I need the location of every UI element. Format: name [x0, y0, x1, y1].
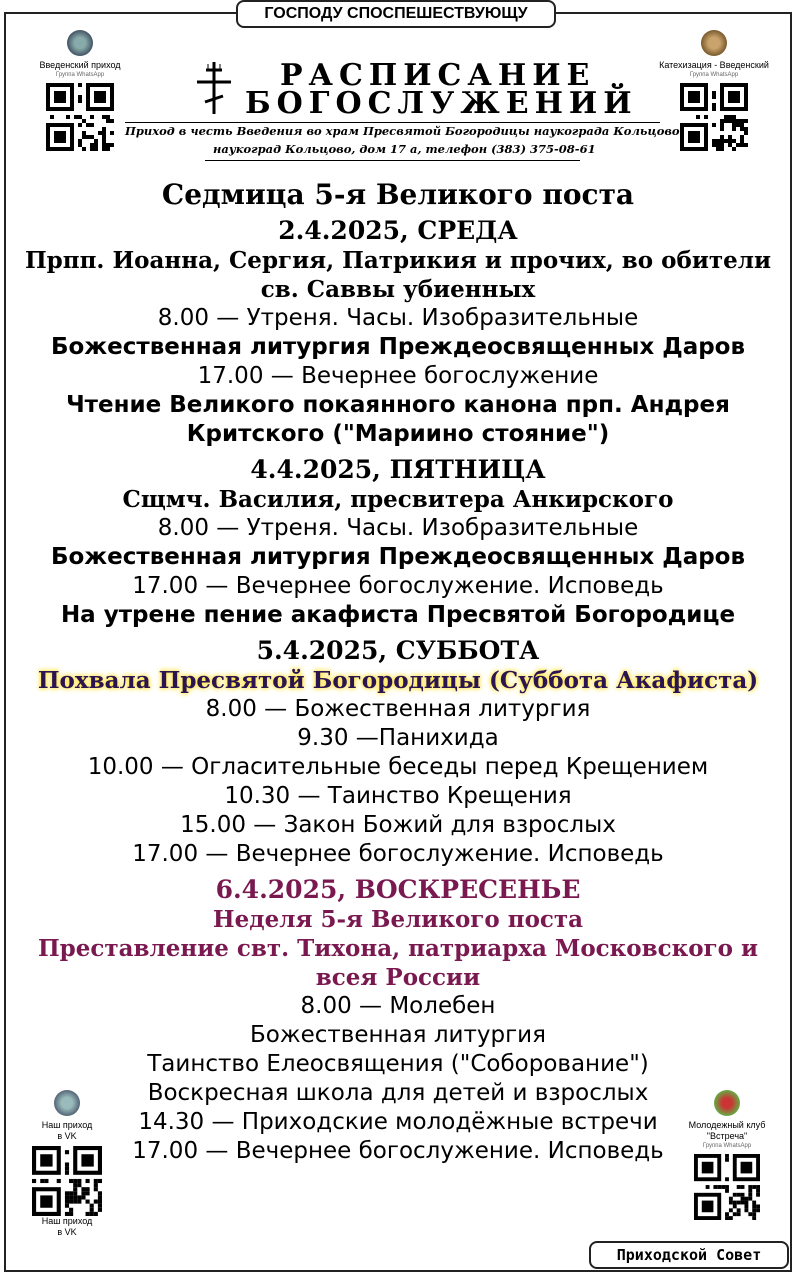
divider — [205, 160, 580, 161]
service-line: Критского ("Мариино стояние") — [186, 421, 610, 447]
qr-subtitle: Группа WhatsApp — [689, 72, 739, 78]
day-date: 5.4.2025, СУББОТА — [256, 636, 540, 665]
saint-line: Сщмч. Василия, пресвитера Анкирского — [122, 486, 674, 513]
day-date: 4.4.2025, ПЯТНИЦА — [250, 455, 546, 484]
qr-title: Катехизация - Введенский — [659, 60, 769, 70]
divider — [125, 122, 660, 123]
saint-line: Неделя 5-я Великого поста — [212, 906, 584, 933]
top-motto: ГОСПОДУ СПОСПЕШЕСТВУЮЩУ — [236, 0, 556, 28]
service-line: 9.30 —Панихида — [297, 725, 499, 751]
service-line: 17.00 — Вечернее богослужение. Исповедь — [132, 573, 664, 599]
qr-title-bottom: Наш приход — [41, 1216, 93, 1226]
saint-line: Преставление свт. Тихона, патриарха Московского и — [37, 935, 759, 962]
saint-avatar-icon — [701, 30, 727, 56]
qr-title-bottom2: в VK — [57, 1227, 77, 1237]
day-date: 2.4.2025, СРЕДА — [278, 216, 518, 245]
service-line: Божественная литургия — [250, 1022, 546, 1048]
saint-line: Прпп. Иоанна, Сергия, Патрикия и прочих, во обители — [24, 247, 772, 274]
day-friday — [20, 455, 776, 630]
schedule — [20, 174, 776, 1166]
service-line: Божественная литургия Преждеосвященных Даров — [50, 544, 746, 570]
service-line: 8.00 — Божественная литургия — [205, 696, 591, 722]
day-date: 6.4.2025, ВОСКРЕСЕНЬЕ — [215, 875, 581, 904]
header — [125, 56, 680, 164]
saint-line: Похвала Пресвятой Богородицы (Суббота Акафиста) — [37, 667, 759, 694]
service-line: 8.00 — Молебен — [300, 993, 496, 1019]
service-line: На утрене пение акафиста Пресвятой Богородице — [60, 602, 736, 628]
service-line: 17.00 — Вечернее богослужение. Исповедь — [132, 841, 664, 867]
qr-title-top: Наш приход — [41, 1120, 93, 1130]
qr-subtitle: Группа WhatsApp — [55, 72, 105, 78]
service-line: 8.00 — Утреня. Часы. Изобразительные — [157, 515, 639, 541]
qr-subtitle: Группа WhatsApp — [702, 1143, 752, 1149]
service-line: Воскресная школа для детей и взрослых — [147, 1080, 649, 1106]
service-line: Божественная литургия Преждеосвященных Даров — [50, 334, 746, 360]
parish-council-label: Приходской Совет — [589, 1241, 789, 1269]
service-line: 10.30 — Таинство Крещения — [224, 783, 572, 809]
qr-code-icon — [680, 83, 748, 151]
service-line: Чтение Великого покаянного канона прп. Андрея — [66, 392, 730, 418]
week-title: Седмица 5-я Великого поста — [161, 178, 635, 211]
orthodox-cross-icon — [193, 60, 235, 116]
qr-code-icon — [46, 83, 114, 151]
address-line-2: наукоград Кольцово, дом 17 а, телефон (383) 375-08-61 — [213, 142, 596, 156]
qr-title-top2: в VK — [57, 1131, 77, 1141]
qr-title: Введенский приход — [39, 60, 121, 70]
service-line: 17.00 — Вечернее богослужение — [197, 363, 599, 389]
saint-line: всея России — [315, 964, 481, 991]
service-line: Таинство Елеосвящения ("Соборование") — [147, 1051, 649, 1077]
day-sunday — [20, 875, 776, 1166]
qr-title: Молодежный клуб "Встреча" — [688, 1120, 766, 1141]
service-line: 10.00 — Огласительные беседы перед Крещением — [87, 754, 709, 780]
title-line-1: РАСПИСАНИЕ — [280, 58, 596, 93]
qr-top-left[interactable] — [30, 30, 130, 151]
service-line: 15.00 — Закон Божий для взрослых — [180, 812, 616, 838]
church-avatar-icon — [67, 30, 93, 56]
service-line: 17.00 — Вечернее богослужение. Исповедь — [132, 1138, 664, 1164]
service-line: 14.30 — Приходские молодёжные встречи — [138, 1109, 658, 1135]
address-line-1: Приход в честь Введения во храм Пресвятой Богородицы наукограда Кольцово — [125, 124, 680, 138]
day-saturday — [20, 636, 776, 869]
title-line-2: БОГОСЛУЖЕНИЙ — [245, 86, 638, 121]
saint-line: св. Саввы убиенных — [260, 276, 536, 303]
service-line: 8.00 — Утреня. Часы. Изобразительные — [157, 305, 639, 331]
day-wednesday — [20, 216, 776, 449]
